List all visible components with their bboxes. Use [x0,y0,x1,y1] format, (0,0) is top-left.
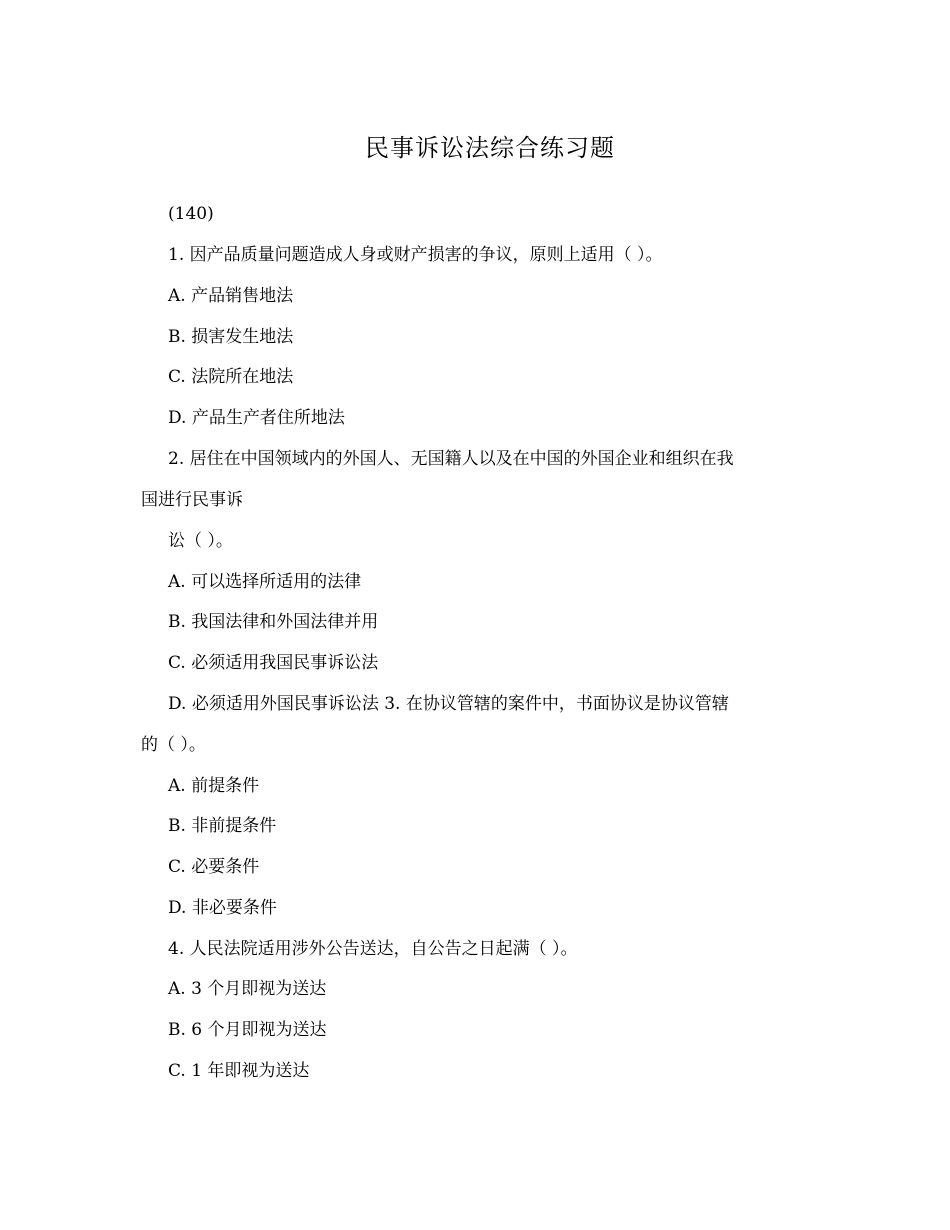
question-1-option-d: D. 产品生产者住所地法 [168,408,345,428]
question-3-option-a: A. 前提条件 [168,776,260,796]
question-2-text-continued: 国进行民事诉 [141,490,243,510]
question-2-option-d: D. 必须适用外国民事诉讼法 3. 在协议管辖的案件中，书面协议是协议管辖 [168,694,729,714]
question-set-number: (140) [168,204,214,224]
question-1-option-c: C. 法院所在地法 [168,367,294,387]
question-2-option-a: A. 可以选择所适用的法律 [168,572,362,592]
question-4-option-c: C. 1 年即视为送达 [168,1061,310,1081]
question-3-option-d: D. 非必要条件 [168,898,277,918]
question-2-option-c: C. 必须适用我国民事诉讼法 [168,653,379,673]
question-2-text-end: 讼（ ）。 [168,531,233,551]
question-1-option-a: A. 产品销售地法 [168,286,294,306]
question-3-option-c: C. 必要条件 [168,857,260,877]
question-4-text: 4. 人民法院适用涉外公告送达，自公告之日起满（ ）。 [168,939,578,959]
question-1-text: 1. 因产品质量问题造成人身或财产损害的争议，原则上适用（ ）。 [168,245,663,265]
question-1-option-b: B. 损害发生地法 [168,327,294,347]
question-4-option-b: B. 6 个月即视为送达 [168,1020,327,1040]
document-title: 民事诉讼法综合练习题 [365,134,615,162]
question-3-text-end: 的（ ）。 [141,735,206,755]
question-2-text: 2. 居住在中国领域内的外国人、无国籍人以及在中国的外国企业和组织在我 [168,449,734,469]
question-4-option-a: A. 3 个月即视为送达 [168,979,327,999]
question-3-option-b: B. 非前提条件 [168,816,277,836]
question-2-option-b: B. 我国法律和外国法律并用 [168,612,379,632]
